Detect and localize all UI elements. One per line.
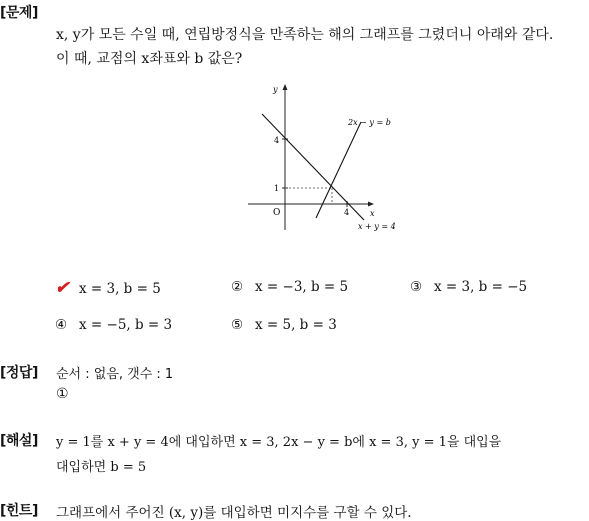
explanation-label: [해설] bbox=[0, 433, 38, 449]
problem-text-line1: x, y가 모든 수일 때, 연립방정식을 만족하는 해의 그래프를 그렸더니 아래와 같다. bbox=[56, 27, 554, 43]
choice-4[interactable] bbox=[55, 317, 172, 333]
line-label-x-plus-y: x + y = 4 bbox=[358, 222, 396, 231]
choice-2[interactable] bbox=[231, 279, 348, 295]
y-axis-arrow bbox=[283, 84, 288, 90]
choice-5[interactable] bbox=[231, 317, 337, 333]
answer-label: [정답] bbox=[0, 365, 38, 381]
check-mark-icon: ✔ bbox=[55, 278, 70, 298]
hint-label: [힌트] bbox=[0, 503, 38, 519]
choice-1-text: x = 3, b = 5 bbox=[79, 281, 161, 297]
answer-value: ① bbox=[56, 386, 69, 402]
x-axis-arrow bbox=[368, 202, 374, 207]
problem-text-line2: 이 때, 교점의 x좌표와 b 값은? bbox=[56, 51, 243, 67]
choice-4-number: ④ bbox=[55, 317, 68, 333]
explanation-line2: 대입하면 b = 5 bbox=[56, 460, 147, 475]
problem-graph bbox=[240, 78, 410, 238]
answer-order-count: 순서 : 없음, 갯수 : 1 bbox=[56, 367, 174, 382]
choice-2-number: ② bbox=[231, 279, 244, 295]
choice-1[interactable] bbox=[55, 278, 161, 298]
choice-5-number: ⑤ bbox=[231, 317, 244, 333]
explanation-line1: y = 1를 x + y = 4에 대입하면 x = 3, 2x − y = b에 x = 3, y = 1을 대입을 bbox=[56, 435, 502, 450]
y-axis-label: y bbox=[273, 85, 278, 94]
choice-4-text: x = −5, b = 3 bbox=[79, 317, 173, 333]
problem-label: [문제] bbox=[0, 5, 38, 21]
choice-5-text: x = 5, b = 3 bbox=[255, 317, 337, 333]
choice-3[interactable] bbox=[410, 279, 527, 295]
choice-3-text: x = 3, b = −5 bbox=[434, 279, 528, 295]
choice-2-text: x = −3, b = 5 bbox=[255, 279, 349, 295]
y-tick-1-label: 1 bbox=[274, 184, 280, 193]
y-tick-4-label: 4 bbox=[274, 136, 280, 145]
line-label-2x-minus-y: 2x − y = b bbox=[348, 118, 391, 127]
hint-text: 그래프에서 주어진 (x, y)를 대입하면 미지수를 구할 수 있다. bbox=[56, 505, 412, 521]
choice-3-number: ③ bbox=[410, 279, 423, 295]
x-tick-4-label: 4 bbox=[344, 208, 350, 217]
x-axis-label: x bbox=[370, 209, 375, 218]
origin-label: O bbox=[273, 208, 281, 218]
